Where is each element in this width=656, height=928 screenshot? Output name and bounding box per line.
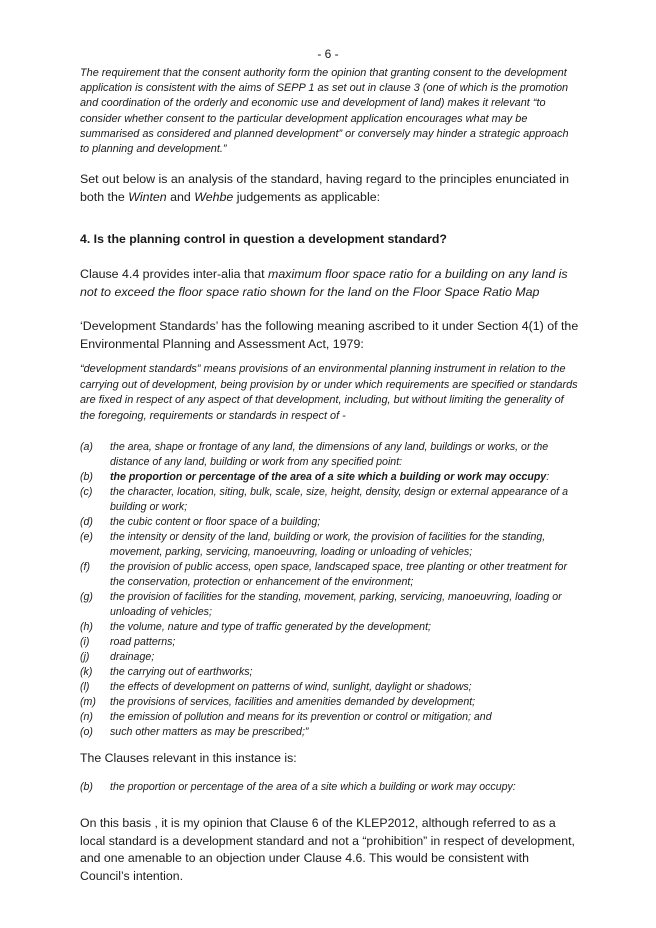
list-item-text: the proportion or percentage of the area of a site which a building or work may occupy [110,471,547,483]
list-item [80,710,580,725]
list-item [80,665,580,680]
dev-standards-intro: ‘Development Standards’ has the following meaning ascribed to it under Section 4(1) of the Environmental Planning and Assessment Act, 1979: [80,319,579,351]
list-item-label: (a) [80,441,93,453]
list-item [80,725,580,740]
clause-4-4-paragraph [80,266,580,301]
list-item-text: the provision of facilities for the standing, movement, parking, servicing, manoeuvring, loading or unloading of vehicles; [110,591,562,618]
winten-case: Winten [128,189,167,204]
list-item [80,530,580,560]
list-item-label: (e) [80,531,93,543]
list-item-label: (k) [80,666,93,678]
list-item [80,560,580,590]
conclusion-paragraph: On this basis , it is my opinion that Clause 6 of the KLEP2012, although referred to as a local standard is a development standard and not a “prohibition” in respect of development, and one amenable to an objection under Clause 4.6. This would be consistent with Council’s intention. [80,816,575,883]
list-item-text: the provision of public access, open space, landscaped space, tree planting or other treatment for the conservation, protection or enhancement of the environment; [110,561,567,588]
list-item [80,635,580,650]
analysis-pre: Set out below is an analysis of the standard, having regard to the principles enunciated in both the [80,172,570,204]
list-item-text: drainage; [110,651,155,663]
section-heading: 4. Is the planning control in question a development standard? [80,232,447,246]
list-item-text: the intensity or density of the land, building or work, the provision of facilities for the standing, movement, parking, servicing, manoeuvring, loading or unloading of vehicles; [110,531,546,558]
list-item-text: the character, location, siting, bulk, scale, size, height, density, design or external appearance of a building or work; [110,486,568,513]
list-item-text: the carrying out of earthworks; [110,666,253,678]
list-item-suffix: : [546,471,550,483]
page-number: - 6 - [317,47,339,61]
list-item-text: the emission of pollution and means for its prevention or control or mitigation; and [110,711,492,723]
analysis-paragraph [80,171,580,206]
list-item-label: (j) [80,651,90,663]
analysis-post: judgements as applicable: [233,189,381,204]
list-item [80,695,580,710]
list-item [80,590,580,620]
list-item-label: (o) [80,726,93,738]
clause-4-4-quote: maximum floor space ratio for a building on any land is not to exceed the floor space ratio shown for the land on the Floor Space Ratio Map [80,267,568,299]
relevant-clause-label: (b) [80,781,93,793]
list-item-label: (h) [80,621,93,633]
list-item [80,470,580,485]
wehbe-case: Wehbe [194,189,234,204]
sepp-quote: The requirement that the consent authority form the opinion that granting consent to the development application is consistent with the aims of SEPP 1 as set out in clause 3 (one of which is the promotion and coordination of the orderly and economic use and development of land) makes it relevant “to consider whether consent to the particular development application encourages what may be summarised as considered and planned development” or conversely may hinder a strategic approach to planning and development.” [80,67,569,156]
definition-quote: “development standards” means provisions of an environmental planning instrument in relation to the carrying out of development, being provision by or under which requirements are specified or standards are fixed in respect of any aspect of that development, including, but without limiting the generality of the foregoing, requirements or standards in respect of - [80,363,578,422]
list-item-text: road patterns; [110,636,176,648]
list-item-label: (f) [80,561,90,573]
list-item-text: such other matters as may be prescribed;” [110,726,309,738]
analysis-and: and [166,189,195,204]
list-item-text: the volume, nature and type of traffic generated by the development; [110,621,431,633]
list-item-text: the provisions of services, facilities and amenities demanded by development; [110,696,476,708]
list-item-label: (l) [80,681,90,693]
list-item [80,515,580,530]
standards-list [80,440,580,740]
list-item [80,620,580,635]
list-item-text: the effects of development on patterns of wind, sunlight, daylight or shadows; [110,681,472,693]
list-item-text: the area, shape or frontage of any land, the dimensions of any land, buildings or works, or the distance of any land, building or work from any specified point: [110,441,549,468]
list-item-label: (i) [80,636,90,648]
list-item [80,440,580,470]
list-item [80,680,580,695]
list-item-label: (b) [80,471,93,483]
relevant-clause-text: the proportion or percentage of the area of a site which a building or work may occupy: [110,781,516,793]
list-item-label: (d) [80,516,93,528]
list-item [80,485,580,515]
clauses-relevant: The Clauses relevant in this instance is: [80,751,297,765]
list-item-label: (m) [80,696,96,708]
list-item [80,650,580,665]
list-item-text: the cubic content or floor space of a building; [110,516,321,528]
list-item-label: (n) [80,711,93,723]
clause-4-4-pre: Clause 4.4 provides inter-alia that [80,267,269,281]
list-item-label: (c) [80,486,93,498]
list-item-label: (g) [80,591,93,603]
